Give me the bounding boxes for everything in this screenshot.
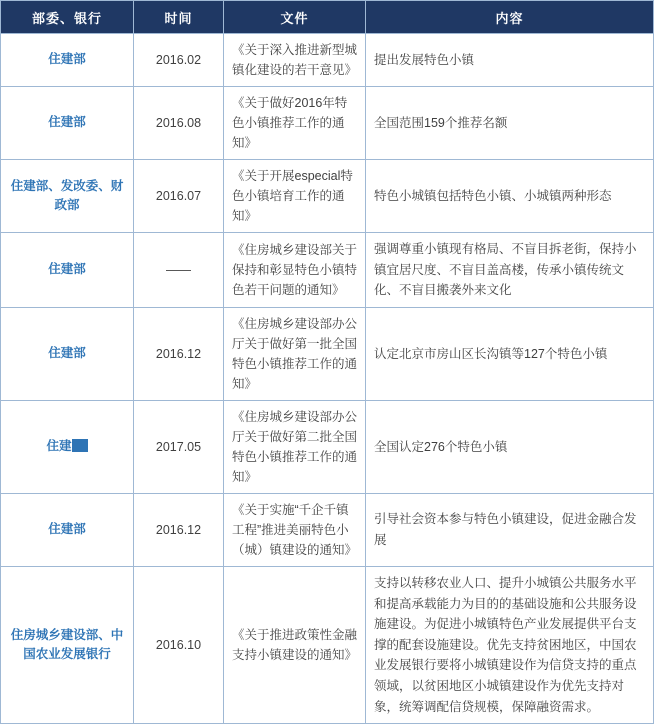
cell-content: 引导社会资本参与特色小镇建设，促进金融合发展 [366, 493, 654, 566]
cell-content: 提出发展特色小镇 [366, 34, 654, 87]
redaction-block-icon [72, 439, 88, 452]
table-row [1, 400, 654, 493]
cell-time: 2016.07 [134, 160, 224, 233]
cell-content: 支持以转移农业人口、提升小城镇公共服务水平和提高承载能力为目的的基础设施和公共服务设施建设。为促进小城镇特色产业发展提供平台支撑的配套设施建设。优先支持贫困地区，中国农业发展银行要将小城镇建设作为信贷支持的重点领域，以贫困地区小城镇建设作为优先支持对象，统筹调配信贷规模，保障融资需求。 [366, 566, 654, 723]
cell-content: 认定北京市房山区长沟镇等127个特色小镇 [366, 307, 654, 400]
cell-department: 住建部 [1, 307, 134, 400]
column-header-time: 时间 [134, 1, 224, 34]
cell-file: 《关于深入推进新型城镇化建设的若干意见》 [224, 34, 366, 87]
cell-file: 《住房城乡建设部办公厅关于做好第二批全国特色小镇推荐工作的通知》 [224, 400, 366, 493]
table-row [1, 307, 654, 400]
cell-time: 2016.12 [134, 307, 224, 400]
column-header-department: 部委、银行 [1, 1, 134, 34]
cell-time: 2016.02 [134, 34, 224, 87]
cell-content: 特色小城镇包括特色小镇、小城镇两种形态 [366, 160, 654, 233]
cell-content: 全国范围159个推荐名额 [366, 87, 654, 160]
table-row [1, 566, 654, 723]
cell-time: 2016.10 [134, 566, 224, 723]
table-row [1, 87, 654, 160]
cell-time: 2016.08 [134, 87, 224, 160]
cell-file: 《关于做好2016年特色小镇推荐工作的通知》 [224, 87, 366, 160]
cell-department: 住建部、发改委、财政部 [1, 160, 134, 233]
cell-department [1, 400, 134, 493]
cell-content: 强调尊重小镇现有格局、不盲目拆老街，保持小镇宜居尺度、不盲目盖高楼，传承小镇传统文化、不盲目搬袭外来文化 [366, 233, 654, 308]
cell-file: 《关于实施“千企千镇工程”推进美丽特色小（城）镇建设的通知》 [224, 493, 366, 566]
cell-content: 全国认定276个特色小镇 [366, 400, 654, 493]
table-row [1, 493, 654, 566]
table-row [1, 233, 654, 308]
cell-department: 住房城乡建设部、中国农业发展银行 [1, 566, 134, 723]
column-header-content: 内容 [366, 1, 654, 34]
cell-file: 《关于推进政策性金融支持小镇建设的通知》 [224, 566, 366, 723]
cell-department: 住建部 [1, 34, 134, 87]
cell-file: 《住房城乡建设部办公厅关于做好第一批全国特色小镇推荐工作的通知》 [224, 307, 366, 400]
cell-time: 2017.05 [134, 400, 224, 493]
cell-time: 2016.12 [134, 493, 224, 566]
table-header [1, 1, 654, 34]
cell-file: 《住房城乡建设部关于保持和彰显特色小镇特色若干问题的通知》 [224, 233, 366, 308]
cell-department: 住建部 [1, 493, 134, 566]
table-row [1, 34, 654, 87]
table-body [1, 34, 654, 724]
cell-department-label: 住建 [46, 439, 72, 454]
cell-file: 《关于开展especial特色小镇培育工作的通知》 [224, 160, 366, 233]
cell-department: 住建部 [1, 87, 134, 160]
cell-time: —— [134, 233, 224, 308]
table-row [1, 160, 654, 233]
cell-department: 住建部 [1, 233, 134, 308]
column-header-file: 文件 [224, 1, 366, 34]
table-header-row [1, 1, 654, 34]
